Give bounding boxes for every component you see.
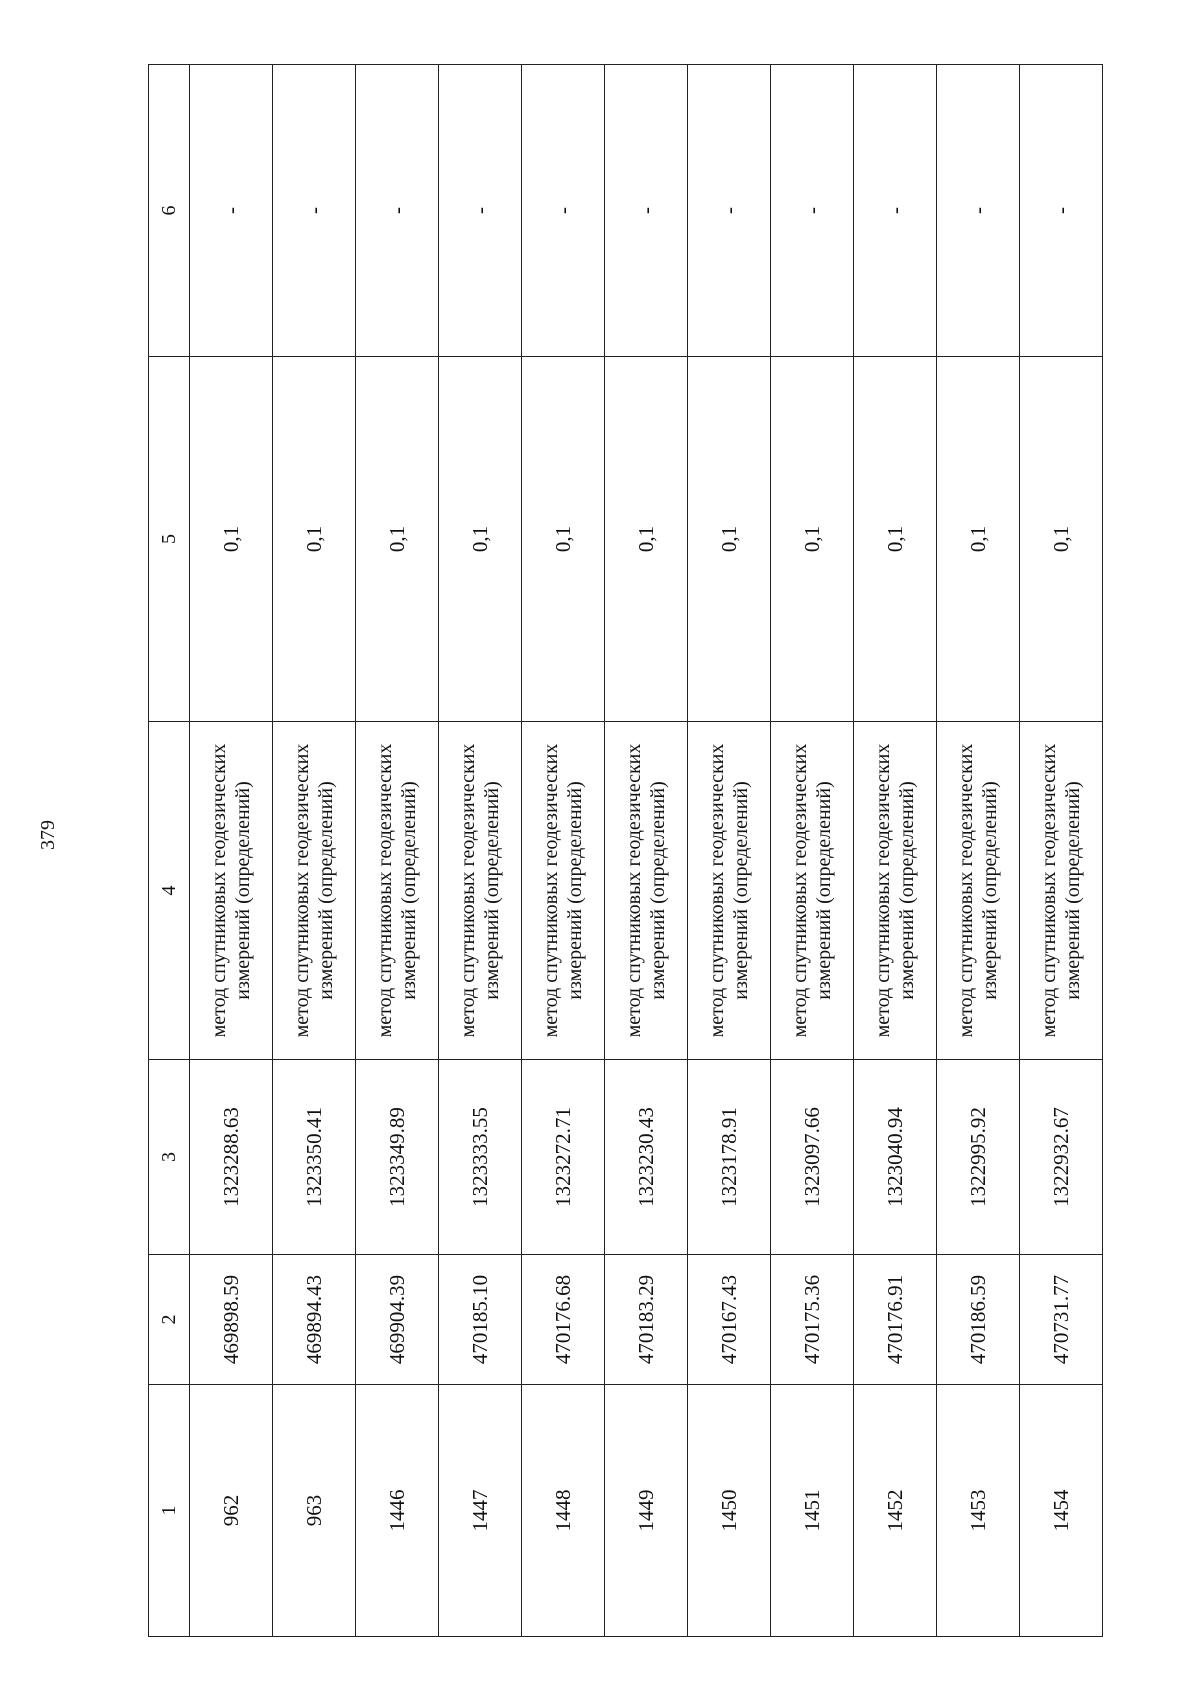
x-coordinate-cell: 470176.91 <box>854 1255 937 1385</box>
table-row <box>439 65 522 1637</box>
y-coordinate-cell: 1323288.63 <box>190 1060 273 1255</box>
y-coordinate-cell: 1323040.94 <box>854 1060 937 1255</box>
x-coordinate-cell: 470186.59 <box>937 1255 1020 1385</box>
table-row <box>1020 65 1103 1637</box>
x-coordinate-cell: 469894.43 <box>273 1255 356 1385</box>
x-coordinate-cell: 469904.39 <box>356 1255 439 1385</box>
y-coordinate-cell: 1323272.71 <box>522 1060 605 1255</box>
accuracy-cell: 0,1 <box>688 357 771 722</box>
note-cell: - <box>273 65 356 357</box>
column-header-2: 2 <box>149 1255 190 1385</box>
method-cell: метод спутниковых геодезических измерений (определений) <box>854 722 937 1060</box>
rotated-table-container <box>148 65 1100 1637</box>
x-coordinate-cell: 470176.68 <box>522 1255 605 1385</box>
page-number: 379 <box>37 820 59 850</box>
accuracy-cell: 0,1 <box>190 357 273 722</box>
method-cell: метод спутниковых геодезических измерений (определений) <box>273 722 356 1060</box>
point-number-cell: 1446 <box>356 1385 439 1637</box>
method-cell: метод спутниковых геодезических измерений (определений) <box>439 722 522 1060</box>
method-cell: метод спутниковых геодезических измерений (определений) <box>771 722 854 1060</box>
accuracy-cell: 0,1 <box>522 357 605 722</box>
note-cell: - <box>439 65 522 357</box>
method-cell: метод спутниковых геодезических измерений (определений) <box>522 722 605 1060</box>
table-row <box>937 65 1020 1637</box>
point-number-cell: 1448 <box>522 1385 605 1637</box>
method-cell: метод спутниковых геодезических измерений (определений) <box>356 722 439 1060</box>
note-cell: - <box>190 65 273 357</box>
y-coordinate-cell: 1323350.41 <box>273 1060 356 1255</box>
y-coordinate-cell: 1323333.55 <box>439 1060 522 1255</box>
note-cell: - <box>522 65 605 357</box>
accuracy-cell: 0,1 <box>854 357 937 722</box>
point-number-cell: 1449 <box>605 1385 688 1637</box>
method-cell: метод спутниковых геодезических измерений (определений) <box>688 722 771 1060</box>
point-number-cell: 1447 <box>439 1385 522 1637</box>
y-coordinate-cell: 1323097.66 <box>771 1060 854 1255</box>
x-coordinate-cell: 470183.29 <box>605 1255 688 1385</box>
table-row <box>854 65 937 1637</box>
coordinates-table <box>148 64 1103 1637</box>
accuracy-cell: 0,1 <box>356 357 439 722</box>
table-row <box>605 65 688 1637</box>
note-cell: - <box>1020 65 1103 357</box>
table-row <box>273 65 356 1637</box>
column-header-4: 4 <box>149 722 190 1060</box>
y-coordinate-cell: 1322995.92 <box>937 1060 1020 1255</box>
point-number-cell: 1450 <box>688 1385 771 1637</box>
column-header-3: 3 <box>149 1060 190 1255</box>
point-number-cell: 1452 <box>854 1385 937 1637</box>
x-coordinate-cell: 470175.36 <box>771 1255 854 1385</box>
x-coordinate-cell: 469898.59 <box>190 1255 273 1385</box>
y-coordinate-cell: 1323178.91 <box>688 1060 771 1255</box>
method-cell: метод спутниковых геодезических измерений (определений) <box>190 722 273 1060</box>
y-coordinate-cell: 1322932.67 <box>1020 1060 1103 1255</box>
table-row <box>688 65 771 1637</box>
point-number-cell: 1454 <box>1020 1385 1103 1637</box>
accuracy-cell: 0,1 <box>937 357 1020 722</box>
column-header-5: 5 <box>149 357 190 722</box>
x-coordinate-cell: 470167.43 <box>688 1255 771 1385</box>
table-row <box>771 65 854 1637</box>
note-cell: - <box>937 65 1020 357</box>
note-cell: - <box>771 65 854 357</box>
accuracy-cell: 0,1 <box>1020 357 1103 722</box>
y-coordinate-cell: 1323349.89 <box>356 1060 439 1255</box>
point-number-cell: 962 <box>190 1385 273 1637</box>
header-row <box>149 65 190 1637</box>
note-cell: - <box>854 65 937 357</box>
note-cell: - <box>605 65 688 357</box>
method-cell: метод спутниковых геодезических измерений (определений) <box>1020 722 1103 1060</box>
point-number-cell: 963 <box>273 1385 356 1637</box>
y-coordinate-cell: 1323230.43 <box>605 1060 688 1255</box>
accuracy-cell: 0,1 <box>605 357 688 722</box>
column-header-6: 6 <box>149 65 190 357</box>
accuracy-cell: 0,1 <box>273 357 356 722</box>
note-cell: - <box>688 65 771 357</box>
method-cell: метод спутниковых геодезических измерений (определений) <box>605 722 688 1060</box>
table-row <box>522 65 605 1637</box>
point-number-cell: 1453 <box>937 1385 1020 1637</box>
note-cell: - <box>356 65 439 357</box>
x-coordinate-cell: 470185.10 <box>439 1255 522 1385</box>
method-cell: метод спутниковых геодезических измерений (определений) <box>937 722 1020 1060</box>
table-row <box>356 65 439 1637</box>
point-number-cell: 1451 <box>771 1385 854 1637</box>
column-header-1: 1 <box>149 1385 190 1637</box>
accuracy-cell: 0,1 <box>771 357 854 722</box>
table-row <box>190 65 273 1637</box>
x-coordinate-cell: 470731.77 <box>1020 1255 1103 1385</box>
accuracy-cell: 0,1 <box>439 357 522 722</box>
